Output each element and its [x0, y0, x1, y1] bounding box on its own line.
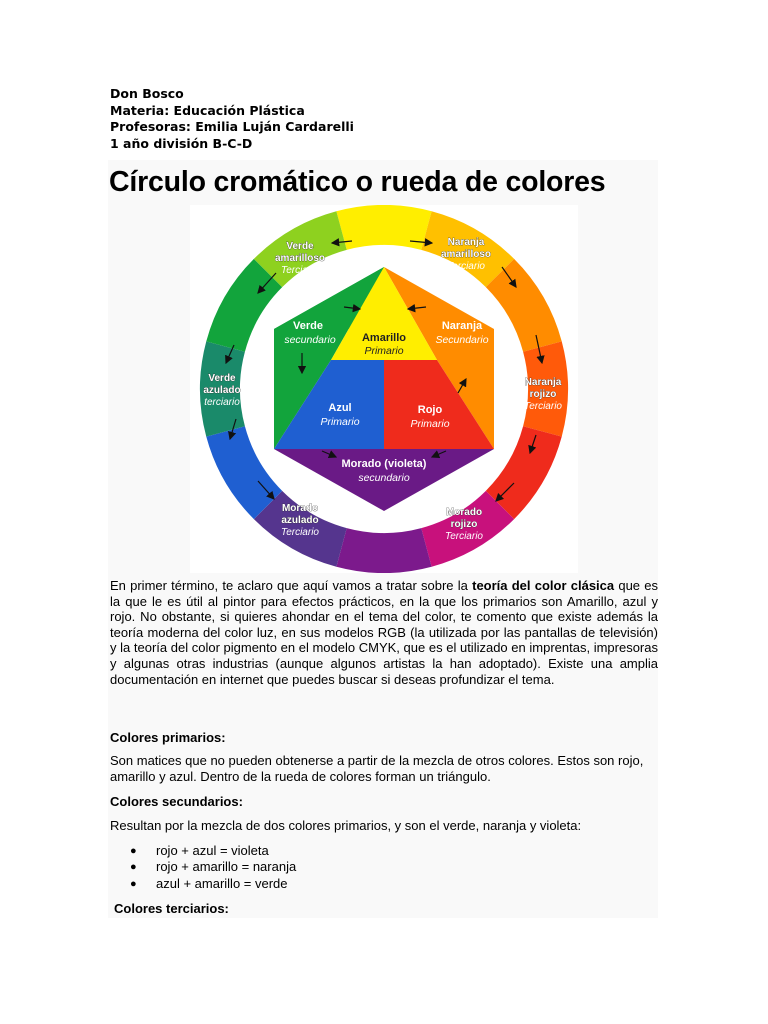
- teachers-line: Profesoras: Emilia Luján Cardarelli: [110, 119, 354, 134]
- label-verde-amarilloso-type: Terciario: [281, 265, 319, 276]
- label-naranja-amarilloso-1: Naranja: [447, 237, 485, 248]
- label-verde-amarilloso-1: Verde: [286, 241, 314, 252]
- label-naranja-rojizo-2: rojizo: [529, 389, 557, 400]
- label-naranja-amarilloso-2: amarilloso: [440, 249, 492, 260]
- label-verde-azulado-type: terciario: [204, 397, 240, 408]
- ring-segment-amarillo: [336, 205, 431, 250]
- heading-secundarios: Colores secundarios:: [110, 794, 243, 809]
- intro-bold-term: teoría del color clásica: [472, 578, 615, 593]
- label-naranja-type: Secundario: [435, 334, 489, 346]
- bullet-icon: ●: [130, 845, 137, 857]
- secundarios-list: [130, 843, 296, 892]
- ring-segment-morado: [336, 528, 431, 573]
- text-primarios: Son matices que no pueden obtenerse a partir de la mezcla de otros colores. Estos son rojo, amarillo y azul. Dentro de la rueda de colores forman un triángulo.: [110, 753, 644, 784]
- class-line: 1 año división B-C-D: [110, 135, 253, 151]
- bullet-icon: ●: [130, 861, 137, 874]
- label-amarillo: Amarillo: [361, 332, 407, 344]
- label-verde-type: secundario: [284, 334, 336, 346]
- label-verde-azulado-1: Verde: [208, 373, 236, 384]
- intro-paragraph: [110, 578, 658, 687]
- label-verde-azulado-2: azulado: [203, 385, 241, 396]
- label-morado-rojizo-type: Terciario: [445, 531, 483, 542]
- label-naranja-rojizo-type: Terciario: [524, 401, 562, 412]
- label-verde: Verde: [293, 320, 323, 332]
- label-morado-azulado-2: azulado: [281, 515, 319, 526]
- list-item: ● azul + amarillo = verde: [130, 875, 288, 891]
- heading-primarios: Colores primarios:: [110, 730, 226, 745]
- label-azul: Azul: [328, 402, 352, 414]
- document-header: [110, 86, 354, 152]
- page-title: Círculo cromático o rueda de colores: [109, 166, 606, 198]
- bullet-icon: ●: [130, 877, 137, 890]
- label-naranja: Naranja: [441, 320, 483, 332]
- school-name: Don Bosco: [110, 86, 184, 101]
- intro-text-1: En primer término, te aclaro que aquí vamos a tratar sobre la: [110, 578, 473, 593]
- label-verde-amarilloso-2: amarilloso: [274, 253, 326, 264]
- text-secundarios: Resultan por la mezcla de dos colores primarios, y son el verde, naranja y violeta:: [110, 818, 582, 833]
- label-morado: Morado (violeta): [341, 458, 427, 470]
- list-item: ● rojo + amarillo = naranja: [130, 859, 297, 875]
- list-item: ● rojo + azul = violeta: [130, 843, 269, 858]
- label-naranja-amarilloso-type: Terciario: [447, 261, 485, 272]
- label-rojo: Rojo: [417, 404, 443, 416]
- label-morado-type: secundario: [358, 472, 410, 484]
- intro-text-2: que es la que le es útil al pintor para efectos prácticos, en la que los primarios son Amarillo, azul y rojo. No obstante, si quieres ahondar en el tema del color, te comento que existe además la teoría moderna del color luz, en sus modelos RGB (la utilizada por las pantallas de televisión) y la teoría del color pigmento en el modelo CMYK, que es el utilizado en imprentas, impresoras y algunas otras industrias (aunque algunos artistas la han adoptado). Existe una amplia documentación en internet que puedes buscar si deseas profundizar el tema.: [110, 578, 658, 687]
- label-rojo-type: Primario: [410, 418, 450, 430]
- color-wheel-image: [190, 205, 578, 573]
- label-morado-azulado-1: Morado: [281, 503, 319, 514]
- color-wheel-svg: [190, 205, 578, 573]
- heading-terciarios: Colores terciarios:: [114, 901, 229, 916]
- label-amarillo-type: Primario: [364, 345, 404, 357]
- label-azul-type: Primario: [320, 416, 360, 428]
- label-morado-azulado-type: Terciario: [281, 527, 319, 538]
- label-naranja-rojizo-1: Naranja: [524, 377, 562, 388]
- label-morado-rojizo-1: Morado: [445, 507, 483, 518]
- label-morado-rojizo-2: rojizo: [450, 519, 478, 530]
- subject-line: Materia: Educación Plástica: [110, 102, 305, 118]
